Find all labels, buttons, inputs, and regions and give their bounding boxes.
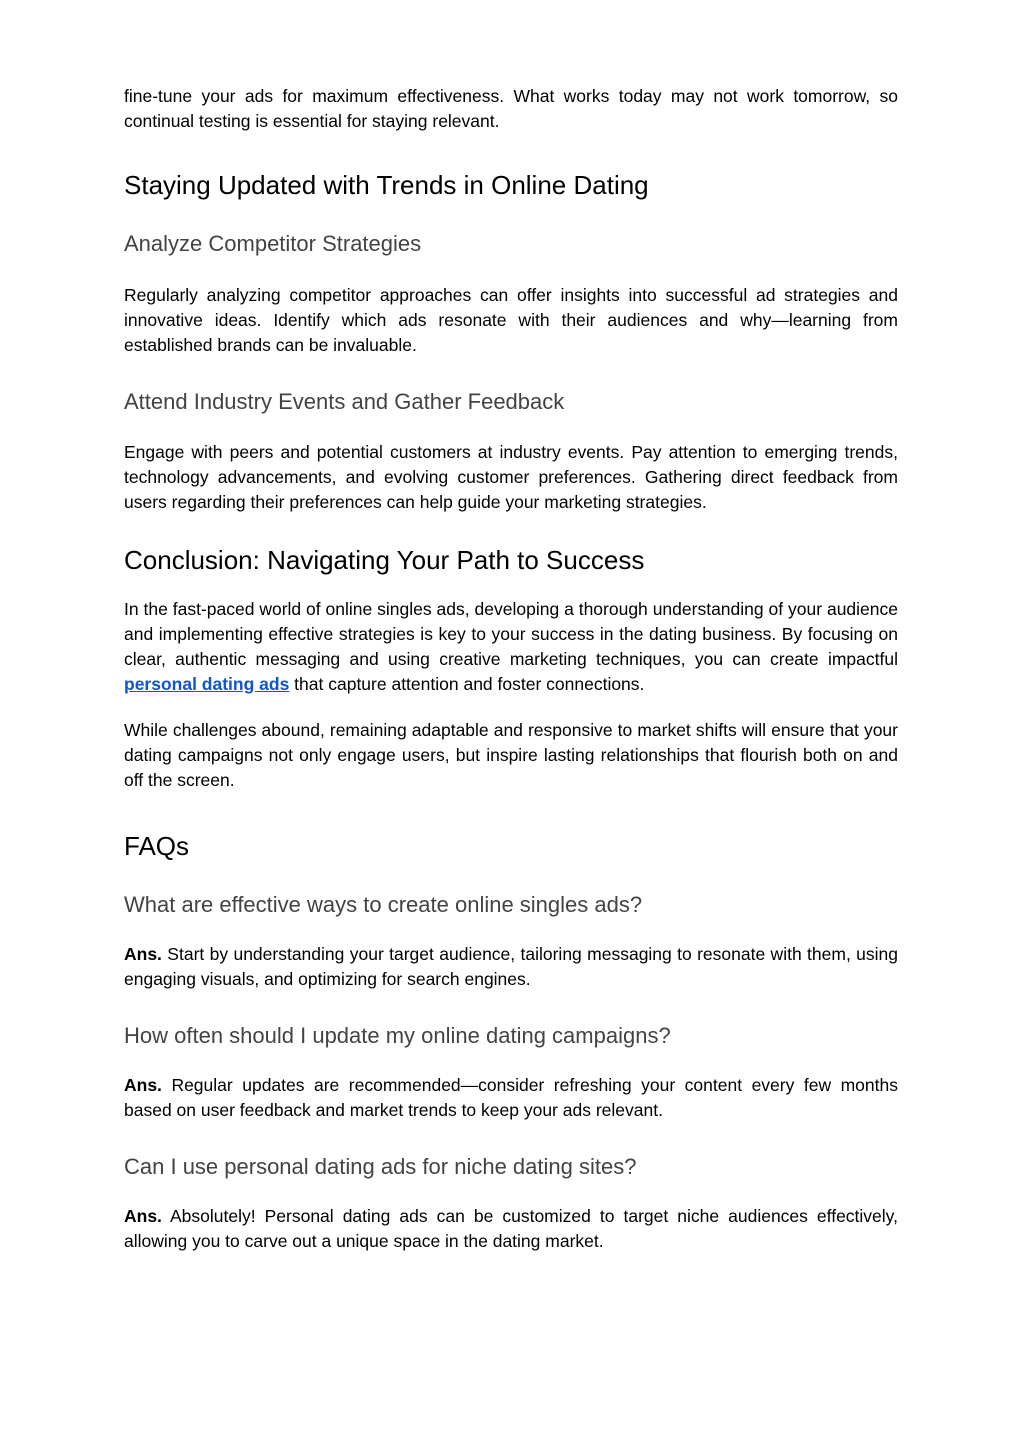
faq-answer-text: Absolutely! Personal dating ads can be customized to target niche audiences effectively, allowing you to carve out a unique space in the dating market. — [124, 1206, 898, 1251]
intro-paragraph: fine-tune your ads for maximum effectiveness. What works today may not work tomorrow, so continual testing is essential for staying relevant. — [124, 86, 898, 131]
faq-question-1: What are effective ways to create online singles ads? — [124, 892, 643, 917]
faq-answer-text: Start by understanding your target audience, tailoring messaging to resonate with them, using engaging visuals, and optimizing for search engines. — [124, 944, 898, 989]
faq-question-3: Can I use personal dating ads for niche dating sites? — [124, 1154, 637, 1179]
faq-question-2: How often should I update my online dating campaigns? — [124, 1023, 671, 1048]
heading-trends: Staying Updated with Trends in Online Dating — [124, 170, 649, 200]
answer-label: Ans. — [124, 1075, 162, 1095]
conclusion-text-after: that capture attention and foster connections. — [289, 674, 645, 694]
faq-answer-1 — [124, 942, 898, 992]
conclusion-paragraph-1 — [124, 597, 898, 697]
conclusion-text-before: In the fast-paced world of online singles ads, developing a thorough understanding of your audience and implementing effective strategies is key to your success in the dating business. By focusing on clear, authentic messaging and using creative marketing techniques, you can create impactful — [124, 599, 898, 669]
answer-label: Ans. — [124, 1206, 162, 1226]
subheading-competitor: Analyze Competitor Strategies — [124, 231, 422, 256]
faq-answer-text: Regular updates are recommended—consider refreshing your content every few months based on user feedback and market trends to keep your ads relevant. — [124, 1075, 898, 1120]
faq-answer-3 — [124, 1204, 898, 1254]
faq-answer-2 — [124, 1073, 898, 1123]
answer-label: Ans. — [124, 944, 162, 964]
events-paragraph: Engage with peers and potential customers at industry events. Pay attention to emerging trends, technology advancements, and evolving customer preferences. Gathering direct feedback from users regarding their preferences can help guide your marketing strategies. — [124, 442, 898, 512]
conclusion-paragraph-2: While challenges abound, remaining adaptable and responsive to market shifts will ensure that your dating campaigns not only engage users, but inspire lasting relationships that flourish both on and off the screen. — [124, 720, 898, 790]
heading-conclusion: Conclusion: Navigating Your Path to Success — [124, 545, 645, 575]
heading-faqs: FAQs — [124, 831, 190, 861]
personal-dating-ads-link[interactable]: personal dating ads — [124, 674, 290, 694]
competitor-paragraph: Regularly analyzing competitor approaches can offer insights into successful ad strategies and innovative ideas. Identify which ads resonate with their audiences and why—learning from established brands can be invaluable. — [124, 285, 898, 355]
subheading-events: Attend Industry Events and Gather Feedback — [124, 389, 565, 414]
document-content — [124, 84, 898, 1254]
